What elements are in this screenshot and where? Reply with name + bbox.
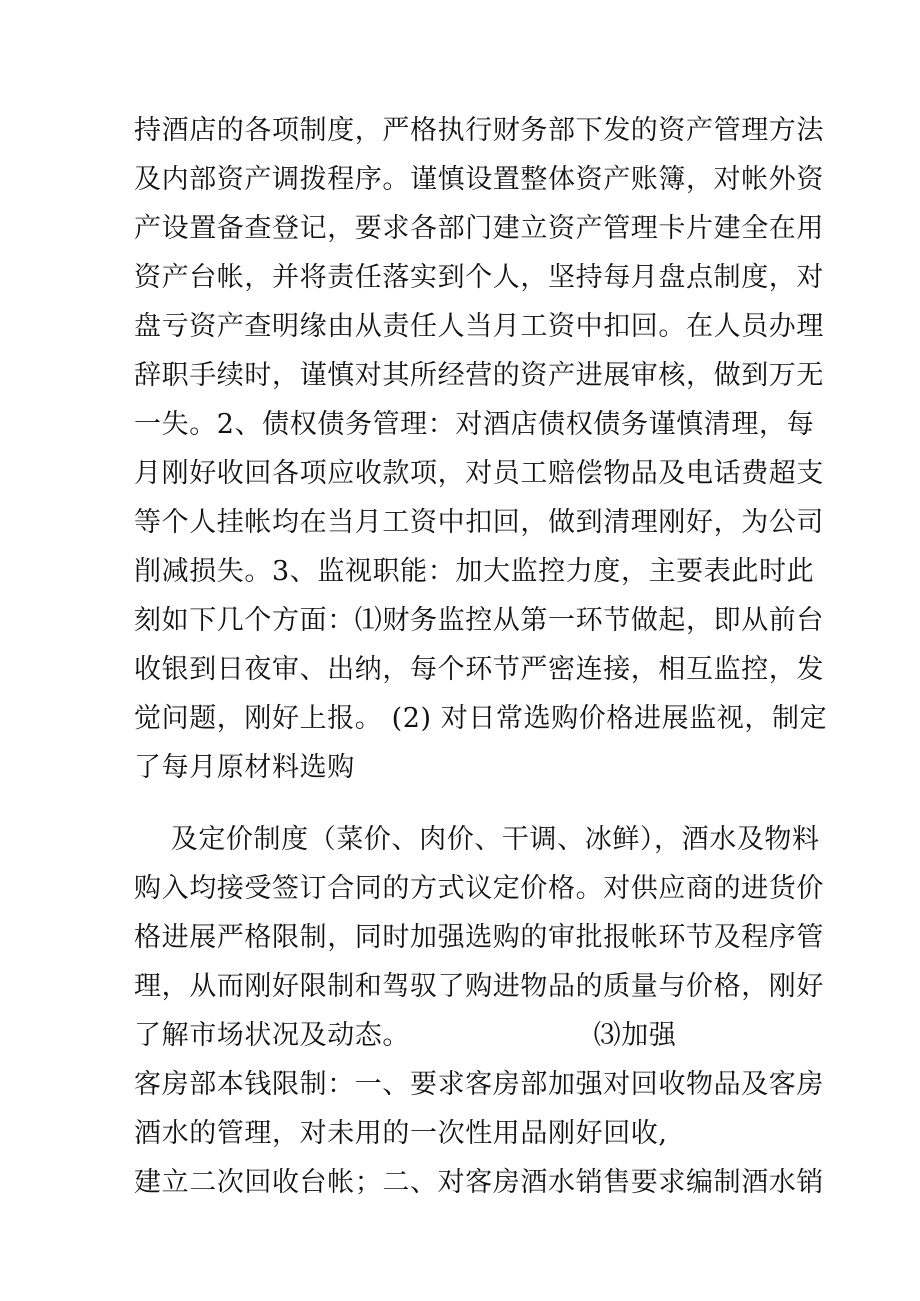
text-line-6: 辞职手续时，谨慎对其所经营的资产进展审核，做到万无 [134, 360, 824, 391]
text-line-3: 产设置备查登记，要求各部门建立资产管理卡片建全在用 [134, 213, 824, 244]
text-line-20: 客房部本钱限制：一、要求客房部加强对回收物品及客房 [134, 1069, 824, 1100]
text-line-2: 及内部资产调拨程序。谨慎设置整体资产账簿，对帐外资 [134, 164, 824, 195]
text-line-19: 了解市场状况及动态。 ⑶加强 [134, 1020, 677, 1051]
text-line-1: 持酒店的各项制度，严格执行财务部下发的资产管理方法 [134, 115, 824, 146]
text-line-5: 盘亏资产查明缘由从责任人当月工资中扣回。在人员办理 [134, 311, 824, 342]
text-line-10: 削减损失。3、监视职能：加大监控力度，主要表此时此 [134, 556, 815, 587]
text-line-17: 格进展严格限制，同时加强选购的审批报帐环节及程序管 [134, 922, 824, 953]
text-line-12: 收银到日夜审、出纳，每个环节严密连接，相互监控，发 [134, 654, 824, 685]
text-line-18: 理，从而刚好限制和驾驭了购进物品的质量与价格，刚好 [134, 971, 824, 1002]
text-line-14: 了每月原材料选购 [134, 752, 355, 783]
text-line-15: 及定价制度（菜价、肉价、干调、冰鲜），酒水及物料 [134, 824, 820, 855]
text-line-8: 月刚好收回各项应收款项，对员工赔偿物品及电话费超支 [134, 458, 824, 489]
text-line-22: 建立二次回收台帐；二、对客房酒水销售要求编制酒水销 [134, 1167, 824, 1198]
text-line-7: 一失。2、债权债务管理：对酒店债权债务谨慎清理，每 [134, 409, 815, 440]
text-line-16: 购入均接受签订合同的方式议定价格。对供应商的进货价 [134, 873, 824, 904]
text-line-13: 觉问题，刚好上报。 (2) 对日常选购价格进展监视，制定 [134, 703, 828, 734]
text-line-9: 等个人挂帐均在当月工资中扣回，做到清理刚好，为公司 [134, 507, 824, 538]
text-line-11: 刻如下几个方面：⑴财务监控从第一环节做起，即从前台 [134, 605, 824, 636]
text-line-21: 酒水的管理，对未用的一次性用品刚好回收, [134, 1118, 668, 1149]
text-line-4: 资产台帐，并将责任落实到个人，坚持每月盘点制度，对 [134, 262, 824, 293]
